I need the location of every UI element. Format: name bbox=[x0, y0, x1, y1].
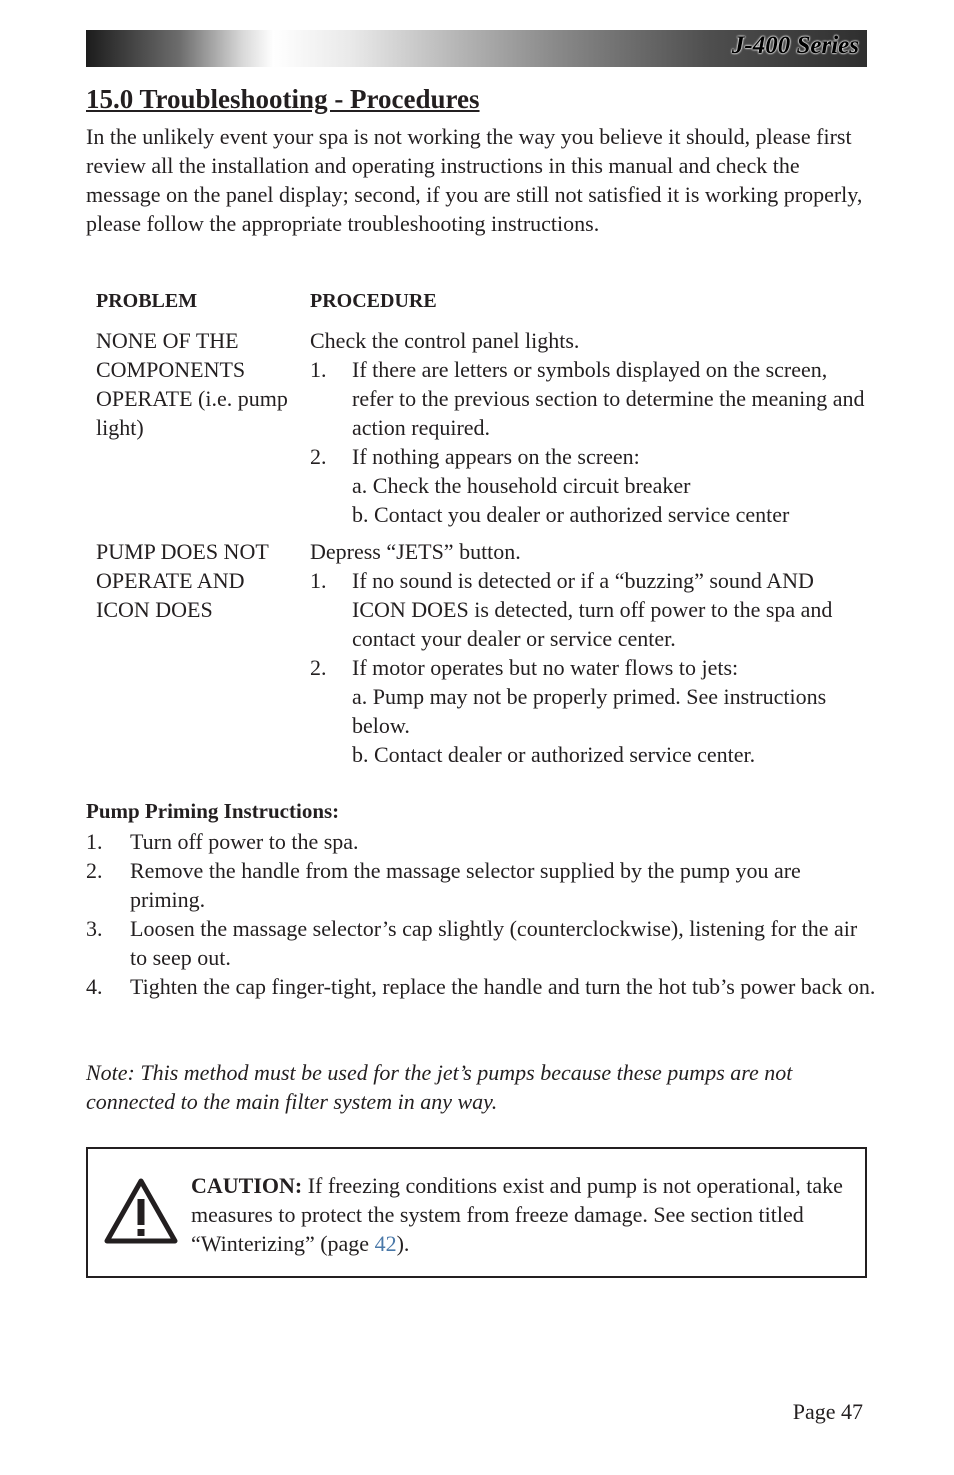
step-text: If no sound is detected or if a “buzzing” sound AND ICON DOES is detected, turn off power to the spa and contact your dealer or service center. bbox=[352, 568, 833, 651]
priming-step bbox=[86, 972, 876, 1001]
step-text: If nothing appears on the screen: bbox=[352, 444, 640, 469]
procedure-substep: a. Check the household circuit breaker bbox=[352, 473, 691, 498]
procedure-substep: b. Contact dealer or authorized service center. bbox=[352, 742, 756, 767]
procedure-lead: Check the control panel lights. bbox=[310, 328, 580, 353]
step-text: Tighten the cap finger-tight, replace the handle and turn the hot tub’s power back on. bbox=[130, 974, 876, 999]
procedure-step bbox=[310, 442, 870, 471]
page-title: 15.0 Troubleshooting - Procedures bbox=[86, 84, 480, 114]
step-number: 4. bbox=[86, 974, 103, 999]
step-number: 1. bbox=[310, 568, 327, 593]
priming-step bbox=[86, 827, 876, 856]
step-number: 1. bbox=[310, 357, 327, 382]
page-number: Page 47 bbox=[792, 1399, 863, 1424]
caution-body: If freezing conditions exist and pump is not operational, take measures to protect the system from freeze damage. See section titled “Winterizing” (page bbox=[191, 1173, 843, 1256]
procedure-substep: b. Contact you dealer or authorized service center bbox=[352, 502, 790, 527]
intro-paragraph: In the unlikely event your spa is not working the way you believe it should, please first review all the installation and operating instructions in this manual and check the message on the panel display; second, if you are still not satisfied it is working properly, please follow the appropriate troubleshooting instructions. bbox=[86, 124, 863, 236]
step-text: If motor operates but no water flows to jets: bbox=[352, 655, 739, 680]
winterizing-page-link[interactable]: 42 bbox=[374, 1231, 397, 1256]
column-header-procedure: PROCEDURE bbox=[310, 290, 437, 312]
step-number: 3. bbox=[86, 916, 103, 941]
procedure-cell bbox=[310, 537, 870, 769]
step-number: 2. bbox=[310, 444, 327, 469]
step-number: 2. bbox=[86, 858, 103, 883]
procedure-step bbox=[310, 653, 870, 682]
warning-triangle-icon bbox=[103, 1177, 179, 1245]
step-number: 2. bbox=[310, 655, 327, 680]
procedure-cell bbox=[310, 326, 870, 529]
step-text: Loosen the massage selector’s cap slightly (counterclockwise), listening for the air to seep out. bbox=[130, 916, 858, 970]
priming-step bbox=[86, 914, 876, 972]
priming-step bbox=[86, 856, 876, 914]
caution-text bbox=[191, 1171, 861, 1258]
problem-cell: PUMP DOES NOT OPERATE AND ICON DOES bbox=[96, 539, 269, 622]
procedure-lead: Depress “JETS” button. bbox=[310, 539, 521, 564]
priming-heading: Pump Priming Instructions: bbox=[86, 799, 340, 823]
procedure-substep: a. Pump may not be properly primed. See instructions below. bbox=[352, 684, 827, 738]
step-number: 1. bbox=[86, 829, 103, 854]
caution-end: ). bbox=[396, 1231, 410, 1256]
procedure-step bbox=[310, 566, 870, 653]
procedure-step bbox=[310, 355, 870, 442]
series-title: J-400 Series bbox=[731, 32, 859, 59]
problem-cell: NONE OF THE COMPONENTS OPERATE (i.e. pump light) bbox=[96, 328, 288, 440]
caution-box bbox=[86, 1147, 867, 1278]
note-paragraph: Note: This method must be used for the jet’s pumps because these pumps are not connected to the main filter system in any way. bbox=[86, 1060, 793, 1114]
column-header-problem: PROBLEM bbox=[96, 290, 198, 312]
caution-label: CAUTION: bbox=[191, 1173, 303, 1198]
step-text: Remove the handle from the massage selector supplied by the pump you are priming. bbox=[130, 858, 801, 912]
header-banner bbox=[86, 30, 867, 67]
priming-list bbox=[86, 827, 876, 1001]
step-text: Turn off power to the spa. bbox=[130, 829, 359, 854]
step-text: If there are letters or symbols displayed on the screen, refer to the previous section to determine the meaning and action required. bbox=[352, 357, 865, 440]
